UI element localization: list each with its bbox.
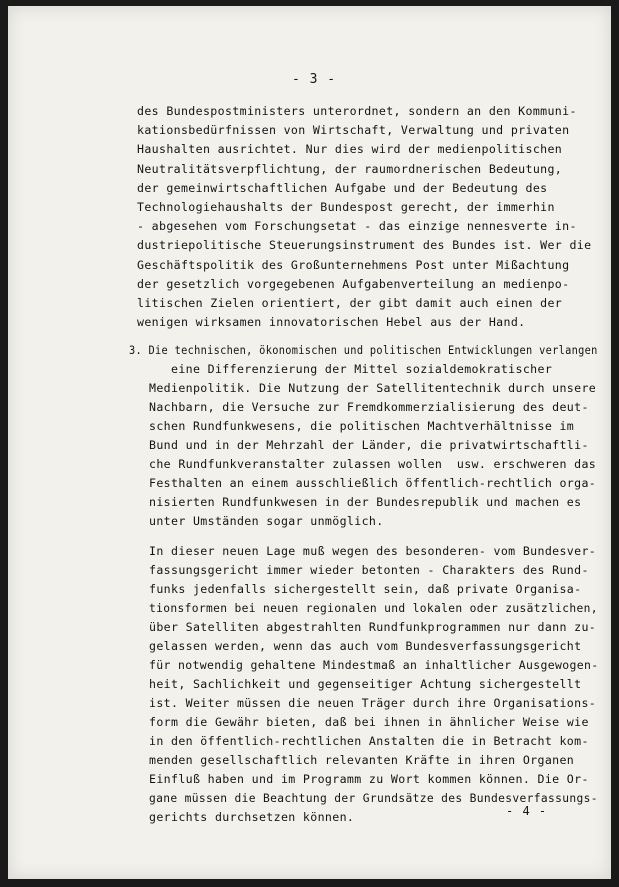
paragraph-2-line: Medienpolitik. Die Nutzung der Satellitentechnik durch unsere (149, 381, 597, 395)
paragraph-3-line: gelassen werden, wenn das auch vom Bundesverfassungsgericht (149, 639, 582, 653)
paragraph-1-line: kationsbedürfnissen von Wirtschaft, Verwaltung und privaten (137, 123, 570, 138)
paragraph-3-line: ist. Weiter müssen die neuen Träger durch ihre Organisations- (149, 696, 597, 710)
paragraph-1-line: dustriepolitische Steuerungsinstrument des Bundes ist. Wer die (137, 238, 592, 253)
paragraph-3-line: In dieser neuen Lage muß wegen des besonderen- vom Bundesver- (149, 544, 597, 558)
paragraph-1-line: - abgesehen vom Forschungsetat - das einzige nennesverte in- (137, 219, 577, 234)
paragraph-3-line: form die Gewähr bieten, daß bei ihnen in ähnlicher Weise wie (149, 715, 589, 729)
paragraph-3-line: menden gesellschaftlich relevanten Kräfte in ihren Organen (149, 753, 575, 767)
next-page-marker: - 4 - (506, 804, 548, 818)
paragraph-2-line: eine Differenzierung der Mittel sozialdemokratischer (171, 362, 553, 376)
paragraph-2-line: 3. Die technischen, ökonomischen und politischen Entwicklungen verlangen (129, 343, 598, 357)
paragraph-2-line: che Rundfunkveranstalter zulassen wollen usw. erschweren das (149, 457, 597, 471)
paragraph-2-line: Festhalten an einem ausschließlich öffentlich-rechtlich orga- (149, 476, 597, 490)
paragraph-3-line: in den öffentlich-rechtlichen Anstalten die in Betracht kom- (149, 734, 589, 748)
paragraph-1-line: des Bundespostministers unterordnet, sondern an den Kommuni- (137, 104, 577, 118)
paragraph-3-line: für notwendig gehaltene Mindestmaß an inhaltlicher Ausgewogen- (149, 658, 599, 672)
paragraph-1-line: der gesetzlich vorgegebenen Aufgabenverteilung an medienpo- (137, 276, 570, 291)
paragraph-1-line: wenigen wirksamen innovatorischen Hebel aus der Hand. (137, 315, 526, 330)
paragraph-1-line: der gemeinwirtschaftlichen Aufgabe und der Bedeutung des (137, 180, 548, 195)
paragraph-3-line: gane müssen die Beachtung der Grundsätze des Bundesverfassungs- (149, 791, 598, 805)
paragraph-3-line: funks jedenfalls sichergestellt sein, daß private Organisa- (149, 582, 582, 596)
paragraph-3-line: heit, Sachlichkeit und gegenseitiger Achtung sichergestellt (149, 677, 582, 691)
document-page (8, 6, 611, 879)
paragraph-2-line: schen Rundfunkwesens, die politischen Machtverhältnisse im (149, 419, 575, 433)
paragraph-2-line: unter Umständen sogar unmöglich. (149, 514, 384, 528)
paragraph-3-line: tionsformen bei neuen regionalen und lokalen oder zusätzlichen, (149, 601, 598, 615)
paragraph-1-line: Neutralitätsverpflichtung, der raumordnerischen Bedeutung, (137, 161, 563, 176)
page-number: - 3 - (292, 72, 337, 87)
paragraph-2-line: nisierten Rundfunkwesen in der Bundesrepublik und machen es (149, 495, 582, 509)
paragraph-3-line: fassungsgericht immer wieder betonten - Charakters des Rund- (149, 563, 589, 577)
paragraph-3-line: Einfluß haben und im Programm zu Wort kommen können. Die Or- (149, 772, 589, 786)
paragraph-1-line: Geschäftspolitik des Großunternehmens Post unter Mißachtung (137, 257, 570, 272)
paragraph-1-line: Haushalten ausrichtet. Nur dies wird der medienpolitischen (137, 142, 563, 157)
paragraph-1-line: litischen Zielen orientiert, der gibt damit auch einen der (137, 296, 563, 310)
paragraph-3-line: gerichts durchsetzen können. (149, 810, 355, 824)
paragraph-1-line: Technologiehaushalts der Bundespost gerecht, der immerhin (137, 200, 555, 214)
paragraph-2-line: Nachbarn, die Versuche zur Fremdkommerzialisierung des deut- (149, 400, 589, 414)
paragraph-2-line: Bund und in der Mehrzahl der Länder, die privatwirtschaftli- (149, 438, 589, 452)
paragraph-3-line: über Satelliten abgestrahlten Rundfunkprogrammen nur dann zu- (149, 620, 597, 634)
